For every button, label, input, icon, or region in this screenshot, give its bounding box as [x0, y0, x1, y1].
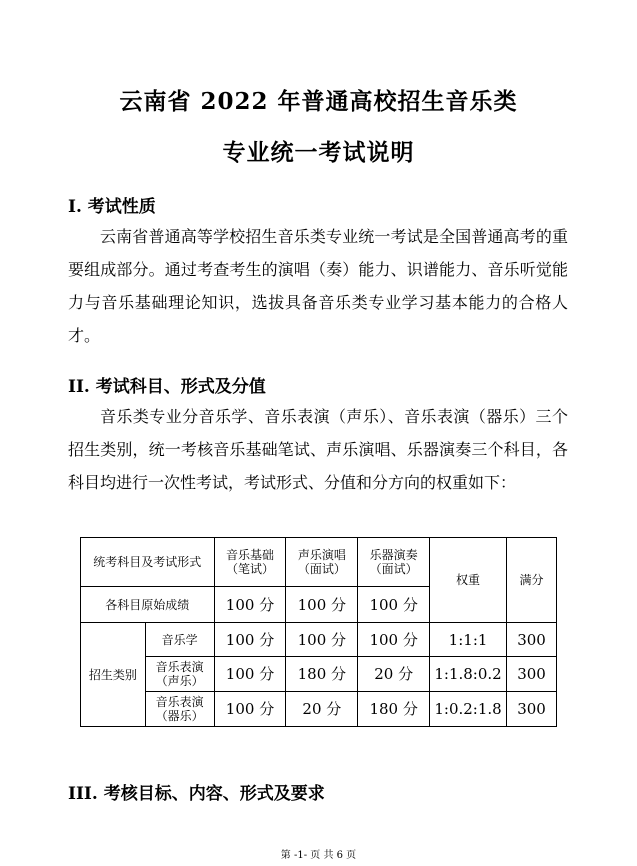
- category-name: 音乐学: [161, 632, 198, 647]
- col-vocal-form: （面试）: [297, 562, 346, 576]
- col-instrument-form: （面试）: [369, 562, 418, 576]
- table-row: [81, 657, 557, 692]
- col-vocal-name: 声乐演唱: [297, 548, 346, 562]
- section3-heading: III. 考核目标、内容、形式及要求: [68, 784, 325, 804]
- section1-heading: I. 考试性质: [68, 197, 156, 217]
- table-header-row: [81, 538, 557, 587]
- score-cell: 180 分: [286, 657, 358, 692]
- score-cell: 20 分: [286, 692, 358, 727]
- original-score-cell: 100 分: [286, 587, 358, 623]
- category-name: 音乐表演: [155, 695, 204, 709]
- weight-cell: 1:0.2:1.8: [430, 692, 507, 727]
- document-title-line2: 专业统一考试说明: [222, 139, 415, 166]
- weight-cell: 1:1.8:0.2: [430, 657, 507, 692]
- section1-paragraph: 云南省普通高等学校招生音乐类专业统一考试是全国普通高考的重要组成部分。通过考查考生的演唱（奏）能力、识谱能力、音乐听觉能力与音乐基础理论知识，选拔具备音乐类专业学习基本能力的合格人才。: [68, 227, 568, 345]
- category-name-cell: [145, 623, 214, 657]
- original-score-cell: 100 分: [214, 587, 286, 623]
- table-row: [81, 692, 557, 727]
- weight-header: 权重: [430, 538, 507, 623]
- score-weight-table: [80, 537, 557, 727]
- score-cell: 100 分: [358, 623, 430, 657]
- original-score-cell: 100 分: [358, 587, 430, 623]
- full-score-header: 满分: [507, 538, 557, 623]
- score-cell: 100 分: [286, 623, 358, 657]
- category-name-cell: [145, 692, 214, 727]
- document-title-line1: 云南省 2022 年普通高校招生音乐类: [119, 88, 518, 115]
- col-music-basics-header: [214, 538, 286, 587]
- score-cell: 20 分: [358, 657, 430, 692]
- col-music-basics-name: 音乐基础: [226, 548, 275, 562]
- table-row: [81, 623, 557, 657]
- category-subname: （器乐）: [155, 709, 204, 723]
- score-cell: 180 分: [358, 692, 430, 727]
- full-score-cell: 300: [507, 623, 557, 657]
- category-label: 招生类别: [81, 623, 146, 727]
- full-score-cell: 300: [507, 692, 557, 727]
- score-cell: 100 分: [214, 657, 286, 692]
- full-score-cell: 300: [507, 657, 557, 692]
- score-cell: 100 分: [214, 692, 286, 727]
- category-subname: （声乐）: [155, 674, 204, 688]
- category-name-cell: [145, 657, 214, 692]
- col-instrument-header: [358, 538, 430, 587]
- table-corner-cell: 统考科目及考试形式: [81, 538, 215, 587]
- col-vocal-header: [286, 538, 358, 587]
- col-instrument-name: 乐器演奏: [369, 548, 418, 562]
- col-music-basics-form: （笔试）: [226, 562, 275, 576]
- original-scores-label: 各科目原始成绩: [81, 587, 215, 623]
- section2-heading: II. 考试科目、形式及分值: [68, 377, 266, 397]
- score-cell: 100 分: [214, 623, 286, 657]
- page-footer: 第 -1- 页 共 6 页: [280, 850, 357, 861]
- weight-cell: 1:1:1: [430, 623, 507, 657]
- section2-paragraph: 音乐类专业分音乐学、音乐表演（声乐）、音乐表演（器乐）三个招生类别，统一考核音乐基础笔试、声乐演唱、乐器演奏三个科目，各科目均进行一次性考试，考试形式、分值和分方向的权重如下：: [68, 407, 568, 492]
- category-name: 音乐表演: [155, 660, 204, 674]
